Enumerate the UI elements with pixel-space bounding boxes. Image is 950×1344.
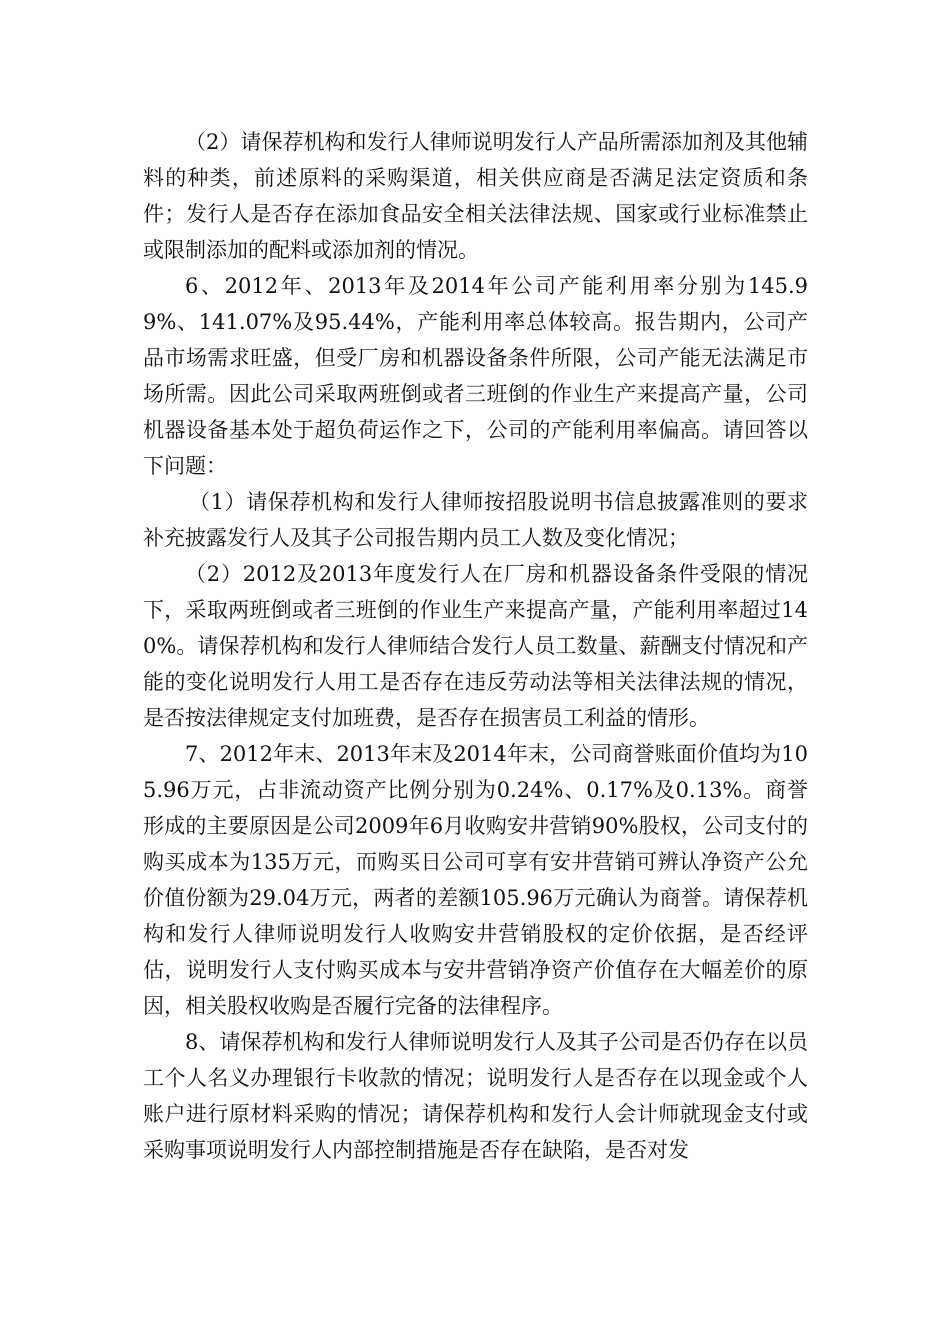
paragraph-6-question-2: （2）2012及2013年度发行人在厂房和机器设备条件受限的情况下，采取两班倒或者三班倒的作业生产来提高产量，产能利用率超过140%。请保荐机构和发行人律师结合发行人员工数量、薪酬支付情况和产能的变化说明发行人用工是否存在违反劳动法等相关法律法规的情况，是否按法律规定支付加班费，是否存在损害员工利益的情形。 — [143, 562, 808, 730]
paragraph-6-capacity-utilization: 6、2012年、2013年及2014年公司产能利用率分别为145.99%、141.07%及95.44%，产能利用率总体较高。报告期内，公司产品市场需求旺盛，但受厂房和机器设备条件所限，公司产能无法满足市场所需。因此公司采取两班倒或者三班倒的作业生产来提高产量，公司机器设备基本处于超负荷运作之下，公司的产能利用率偏高。请回答以下问题： — [143, 274, 808, 478]
paragraph-7-goodwill: 7、2012年末、2013年末及2014年末，公司商誉账面价值均为105.96万元，占非流动资产比例分别为0.24%、0.17%及0.13%。商誉形成的主要原因是公司2009年6月收购安井营销90%股权，公司支付的购买成本为135万元，而购买日公司可享有安井营销可辨认净资产公允价值份额为29.04万元，两者的差额105.96万元确认为商誉。请保荐机构和发行人律师说明发行人收购安井营销股权的定价依据，是否经评估，说明发行人支付购买成本与安井营销净资产价值存在大幅差价的原因，相关股权收购是否履行完备的法律程序。 — [143, 742, 808, 1018]
document-body — [143, 124, 808, 1168]
paragraph-6-question-1: （1）请保荐机构和发行人律师按招股说明书信息披露准则的要求补充披露发行人及其子公司报告期内员工人数及变化情况； — [143, 490, 808, 550]
paragraph-8-bank-accounts: 8、请保荐机构和发行人律师说明发行人及其子公司是否仍存在以员工个人名义办理银行卡收款的情况；说明发行人是否存在以现金或个人账户进行原材料采购的情况；请保荐机构和发行人会计师就现金支付或采购事项说明发行人内部控制措施是否存在缺陷，是否对发 — [143, 1030, 808, 1162]
paragraph-2-additives: （2）请保荐机构和发行人律师说明发行人产品所需添加剂及其他辅料的种类，前述原料的采购渠道，相关供应商是否满足法定资质和条件；发行人是否存在添加食品安全相关法律法规、国家或行业标准禁止或限制添加的配料或添加剂的情况。 — [143, 130, 808, 262]
